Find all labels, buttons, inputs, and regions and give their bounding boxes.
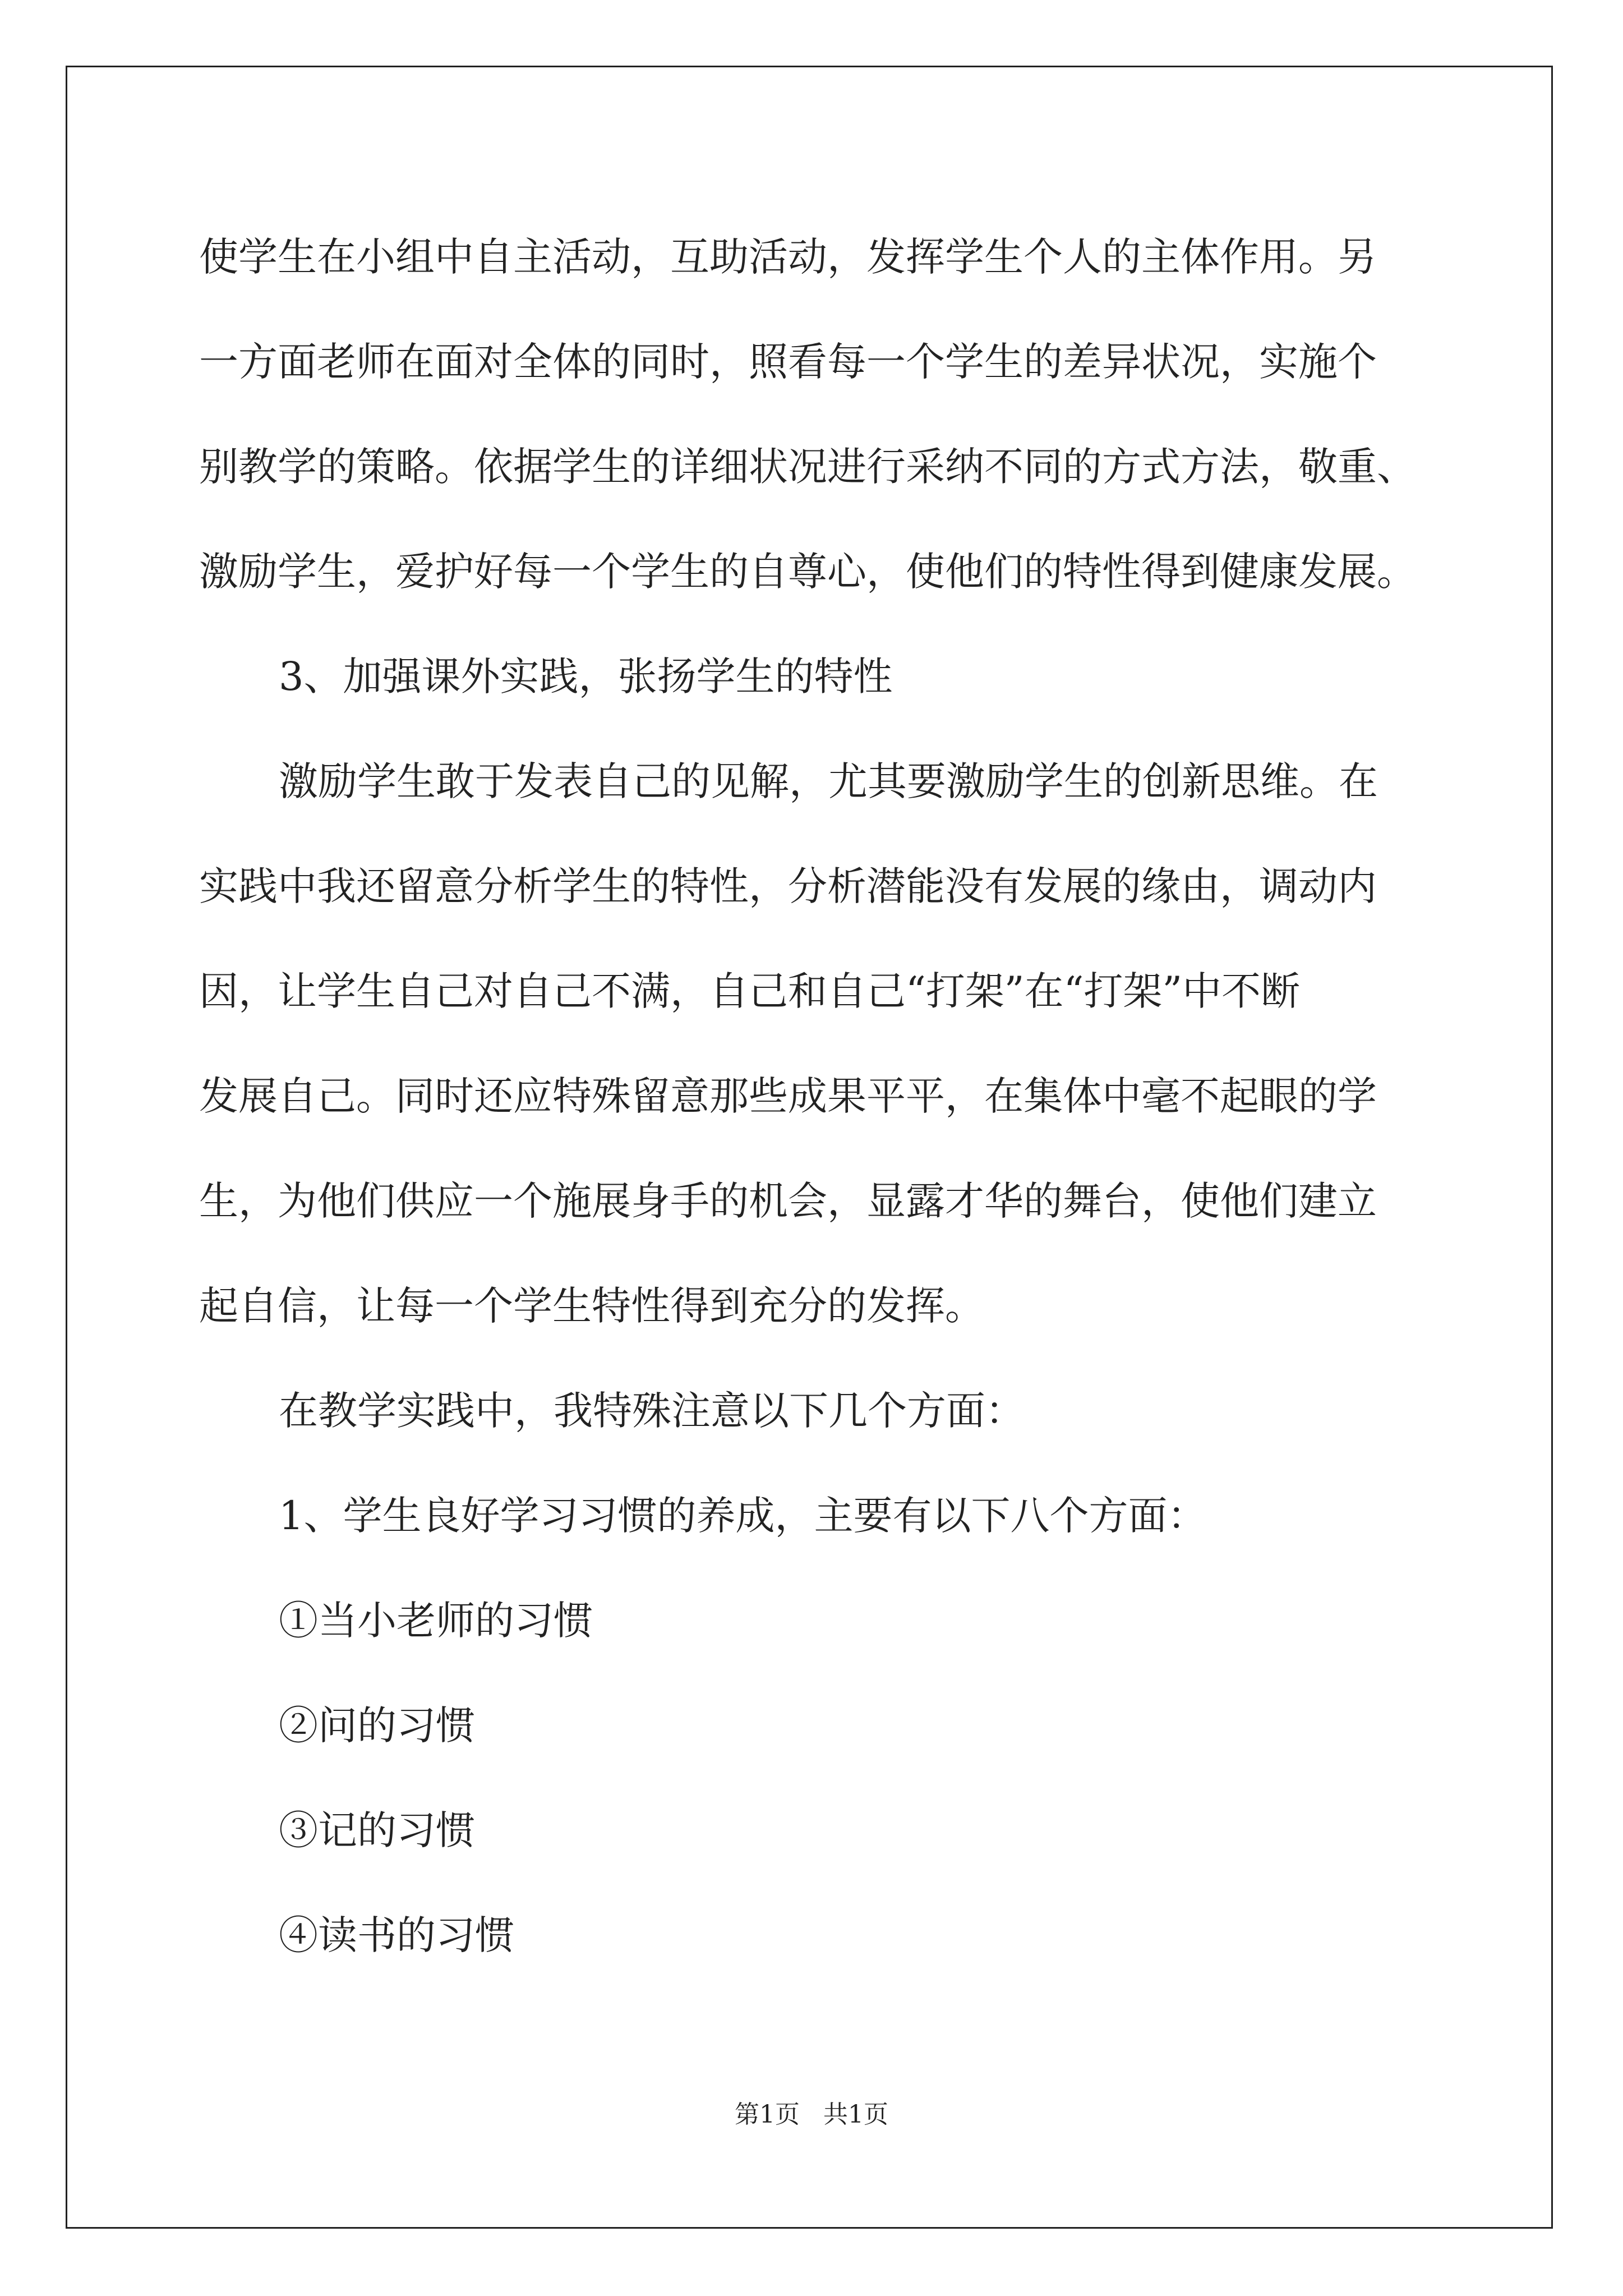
- page-frame: [66, 66, 1553, 2229]
- habit-item-3: ③记的习惯: [279, 1807, 475, 1853]
- paragraph-2-line-4: 发展自己。同时还应特殊留意那些成果平平，在集体中毫不起眼的学: [199, 1073, 1377, 1119]
- section-heading-3: 3、加强课外实践，张扬学生的特性: [279, 654, 893, 700]
- paragraph-2-line-2: 实践中我还留意分析学生的特性，分析潜能没有发展的缘由，调动内: [199, 863, 1377, 909]
- paragraph-2-line-5: 生，为他们供应一个施展身手的机会，显露才华的舞台，使他们建立: [199, 1178, 1377, 1224]
- paragraph-2-line-3: 因，让学生自己对自己不满，自己和自己“打架”在“打架”中不断: [199, 968, 1301, 1014]
- paragraph-1-line-3: 别教学的策略。依据学生的详细状况进行采纳不同的方式方法，敬重、: [199, 444, 1416, 490]
- habit-item-4: ④读书的习惯: [279, 1912, 514, 1958]
- paragraph-2-line-1: 激励学生敢于发表自己的见解，尤其要激励学生的创新思维。在: [279, 758, 1378, 804]
- paragraph-4: 1、学生良好学习习惯的养成，主要有以下八个方面：: [279, 1493, 1207, 1539]
- paragraph-3: 在教学实践中，我特殊注意以下几个方面：: [279, 1388, 1025, 1434]
- paragraph-1-line-2: 一方面老师在面对全体的同时，照看每一个学生的差异状况，实施个: [199, 339, 1377, 385]
- paragraph-2-line-6: 起自信，让每一个学生特性得到充分的发挥。: [199, 1283, 984, 1329]
- habit-item-1: ①当小老师的习惯: [279, 1598, 593, 1644]
- habit-item-2: ②问的习惯: [279, 1703, 475, 1749]
- paragraph-1-line-1: 使学生在小组中自主活动，互助活动，发挥学生个人的主体作用。另: [199, 234, 1377, 280]
- page-footer: 第1页 共1页: [735, 2100, 888, 2129]
- paragraph-1-line-4: 激励学生，爱护好每一个学生的自尊心，使他们的特性得到健康发展。: [199, 549, 1416, 595]
